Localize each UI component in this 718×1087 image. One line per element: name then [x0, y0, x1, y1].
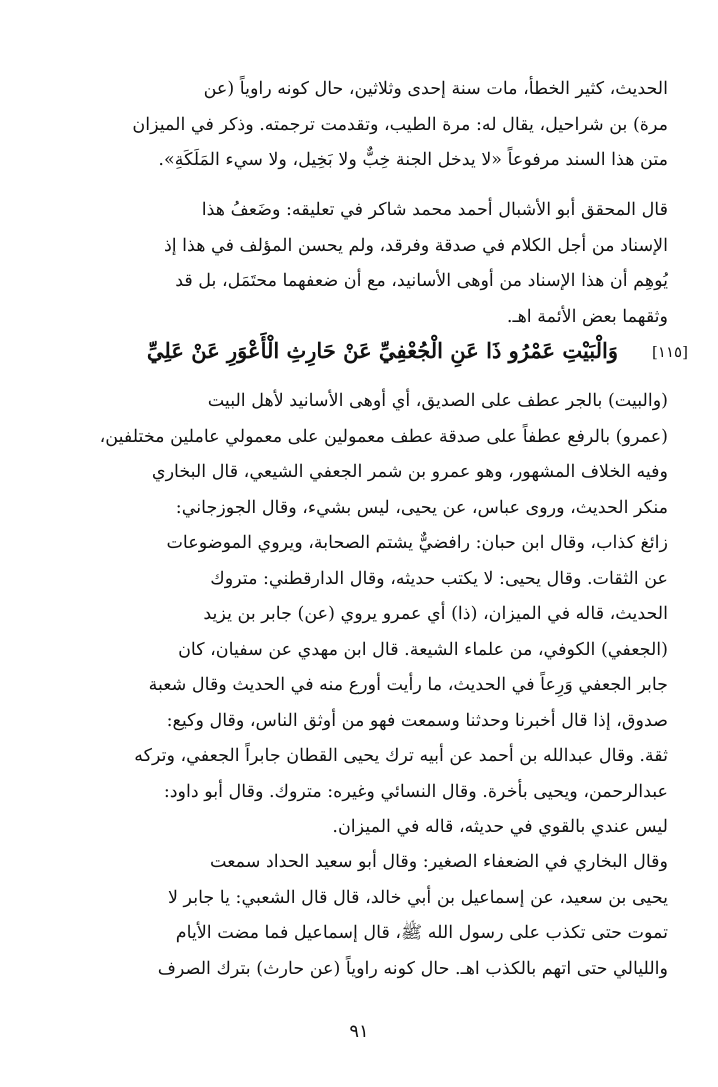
text-line: وفيه الخلاف المشهور، وهو عمرو بن شمر الجعفي الشيعي، قال البخاري [151, 462, 668, 482]
verse-number: [١١٥] [652, 343, 688, 361]
paragraph-4 [48, 845, 668, 987]
text-line: (والبيت) بالجر عطف على الصديق، أي أوهى الأسانيد لأهل البيت [207, 391, 668, 411]
paragraph-1 [48, 72, 668, 179]
text-line: قال المحقق أبو الأشبال أحمد محمد شاكر في تعليقه: وضَعفُ هذا [201, 200, 668, 220]
page-number: ٩١ [349, 1021, 369, 1042]
paragraph-3 [48, 384, 668, 846]
text-line: عن الثقات. وقال يحيى: لا يكتب حديثه، وقال الدارقطني: متروك [210, 568, 668, 589]
text-line: (عمرو) بالرفع عطفاً على صدقة عطف معمولين على معمولي عاملين مختلفين، [99, 426, 668, 447]
verse-heading: وَالْبَيْتِ عَمْرُو ذَا عَنِ الْجُعْفِيِّ عَنْ حَارِثِ الْأَعْوَرِ عَنْ عَلِيِّ [146, 338, 618, 363]
text-line: ليس عندي بالقوي في حديثه، قاله في الميزان. [332, 817, 668, 837]
text-line: الإسناد من أجل الكلام في صدقة وفرقد، ولم يحسن المؤلف في هذا إذ [163, 235, 668, 256]
text-line: مرة) بن شراحيل، يقال له: مرة الطيب، وتقدمت ترجمته. وذكر في الميزان [132, 114, 668, 135]
text-line: والليالي حتى اتهم بالكذب اهـ. حال كونه راوياً (عن حارث) بترك الصرف [157, 958, 668, 979]
text-line: يُوهِم أن هذا الإسناد من أوهى الأسانيد، مع أن ضعفهما محتَمَل، بل قد [175, 271, 668, 291]
text-line: متن هذا السند مرفوعاً «لا يدخل الجنة خِبٌّ ولا بَخِيل، ولا سيء المَلَكَةِ». [158, 150, 668, 170]
text-line: يحيى بن سعيد، عن إسماعيل بن أبي خالد، قال قال الشعبي: يا جابر لا [168, 887, 668, 908]
text-line: زائغ كذاب، وقال ابن حبان: رافضيٌّ يشتم الصحابة، ويروي الموضوعات [166, 533, 668, 553]
text-line: وقال البخاري في الضعفاء الصغير: وقال أبو سعيد الحداد سمعت [210, 852, 668, 872]
text-line: الحديث، كثير الخطأ، مات سنة إحدى وثلاثين، حال كونه راوياً (عن [203, 79, 668, 99]
text-line: وثقهما بعض الأئمة اهـ. [506, 306, 668, 327]
text-line: الحديث، قاله في الميزان، (ذا) أي عمرو يروي (عن) جابر بن يزيد [203, 604, 668, 624]
text-line: منكر الحديث، وروى عباس، عن يحيى، ليس بشيء، وقال الجوزجاني: [175, 497, 668, 518]
paragraph-2 [48, 193, 668, 335]
text-line: صدوق، إذا قال أخبرنا وحدثنا وسمعت فهو من أوثق الناس، وقال وكيع: [166, 710, 668, 731]
text-line: جابر الجعفي وَرِعاً في الحديث، ما رأيت أورع منه في الحديث وقال شعبة [148, 675, 668, 695]
text-line: عبدالرحمن، ويحيى بأخرة. وقال النسائي وغيره: متروك. وقال أبو داود: [163, 781, 668, 802]
text-line: تموت حتى تكذب على رسول الله ﷺ، قال إسماعيل فما مضت الأيام [175, 923, 668, 943]
text-line: (الجعفي) الكوفي، من علماء الشيعة. قال ابن مهدي عن سفيان، كان [178, 639, 668, 660]
text-line: ثقة. وقال عبدالله بن أحمد عن أبيه ترك يحيى القطان جابراً الجعفي، وتركه [134, 746, 668, 766]
